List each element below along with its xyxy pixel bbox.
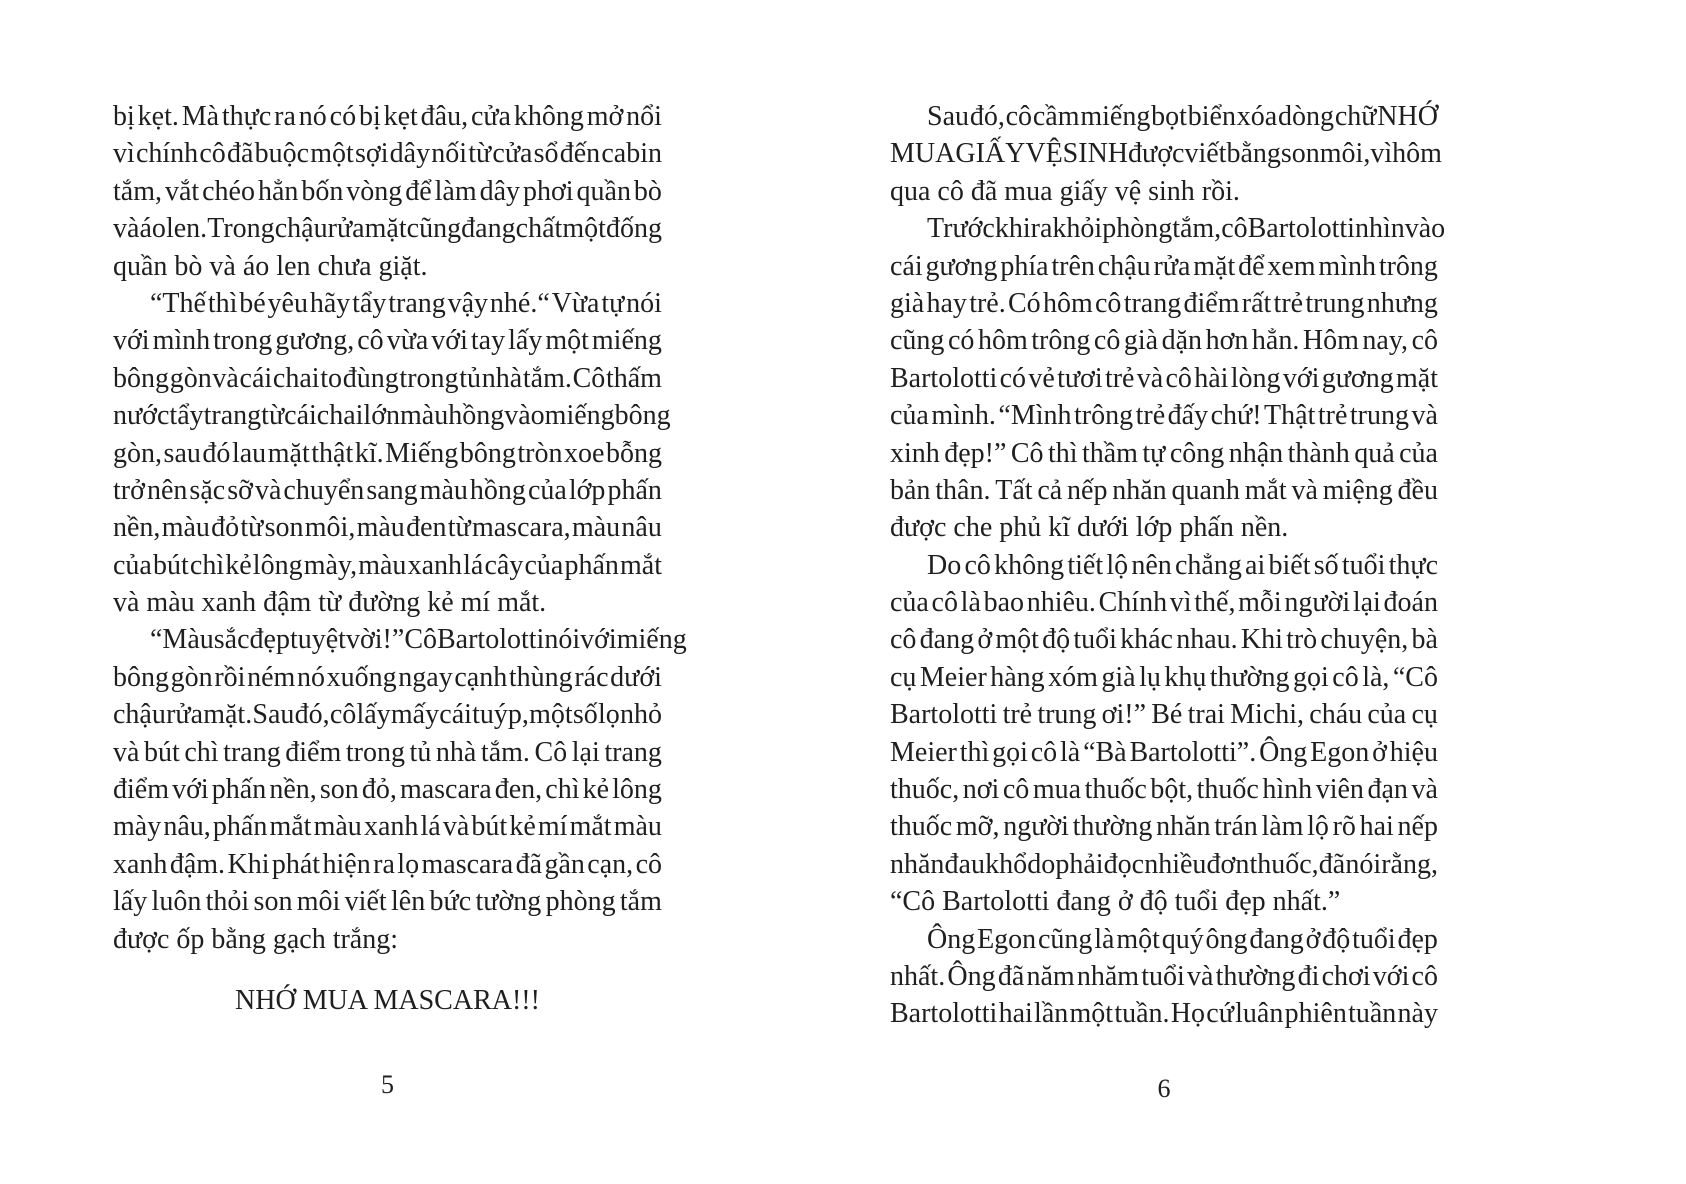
text-line: bị kẹt. Mà thực ra nó có bị kẹt đâu, cửa không mở nổi xyxy=(113,101,662,132)
text-line: thuốc, nơi cô mua thuốc bột, thuốc hình viên đạn và xyxy=(890,774,1438,806)
text-line: cũng có hôm trông cô già dặn hơn hẳn. Hôm nay, cô xyxy=(890,325,1438,357)
text-line: NHỚ MUA MASCARA!!! xyxy=(235,984,540,1016)
text-line: được ốp bằng gạch trắng: xyxy=(113,923,399,955)
text-line: Sau đó, cô cầm miếng bọt biển xóa dòng chữ NHỚ xyxy=(927,101,1438,132)
text-line: Bartolotti trẻ trung ơi!” Bé trai Michi, cháu của cụ xyxy=(890,699,1438,731)
text-line: tắm, vắt chéo hẳn bốn vòng để làm dây phơi quần bò xyxy=(113,175,662,207)
paragraph xyxy=(890,547,1438,921)
paragraph xyxy=(113,621,687,958)
text-line: nhất. Ông đã năm nhăm tuổi và thường đi chơi với cô xyxy=(890,960,1438,992)
text-line: của cô là bao nhiêu. Chính vì thế, mỗi người lại đoán xyxy=(890,587,1438,619)
text-line: lấy luôn thỏi son môi viết lên bức tường phòng tắm xyxy=(113,886,662,918)
text-line: Bartolotti có vẻ tươi trẻ và cô hài lòng với gương mặt xyxy=(890,362,1438,394)
text-line: với mình trong gương, cô vừa với tay lấy một miếng xyxy=(113,325,662,357)
text-line: nhăn đau khổ do phải đọc nhiều đơn thuốc, đã nói rằng, xyxy=(890,848,1438,880)
text-line: nước tẩy trang từ cái chai lớn màu hồng vào miếng bông xyxy=(113,400,671,432)
text-line: “Cô Bartolotti đang ở độ tuổi đẹp nhất.” xyxy=(890,886,1341,918)
paragraph xyxy=(890,98,1442,210)
text-line: bản thân. Tất cả nếp nhăn quanh mắt và miệng đều xyxy=(890,474,1438,506)
text-line: Meier thì gọi cô là “Bà Bartolotti”. Ông Egon ở hiệu xyxy=(890,736,1438,768)
text-line: và áo len. Trong chậu rửa mặt cũng đang chất một đống xyxy=(113,213,662,245)
text-line: “Thế thì bé yêu hãy tẩy trang vậy nhé.“ Vừa tự nói xyxy=(150,287,662,319)
page-number-left: 5 xyxy=(381,1070,394,1099)
text-line: Trước khi ra khỏi phòng tắm, cô Bartolotti nhìn vào xyxy=(927,213,1446,245)
text-line: Bartolotti hai lần một tuần. Họ cứ luân phiên tuần này xyxy=(890,998,1438,1030)
text-line: Do cô không tiết lộ nên chẳng ai biết số tuổi thực xyxy=(927,549,1438,581)
text-line: cụ Meier hàng xóm già lụ khụ thường gọi cô là, “Cô xyxy=(890,661,1438,693)
paragraph xyxy=(113,285,671,622)
text-line: được che phủ kĩ dưới lớp phấn nền. xyxy=(890,512,1289,544)
text-line: của bút chì kẻ lông mày, màu xanh lá cây của phấn mắt xyxy=(113,549,662,581)
text-line: Ông Egon cũng là một quý ông đang ở độ tuổi đẹp xyxy=(927,923,1438,955)
text-line: MUA GIẤY VỆ SINH được viết bằng son môi, vì hôm xyxy=(890,138,1442,170)
text-line: “Màu sắc đẹp tuyệt vời!” Cô Bartolotti nói với miếng xyxy=(150,624,687,656)
text-line: vì chính cô đã buộc một sợi dây nối từ cửa sổ đến cabin xyxy=(113,138,662,170)
text-line: xanh đậm. Khi phát hiện ra lọ mascara đã gần cạn, cô xyxy=(113,848,662,880)
right-page-text-block xyxy=(890,98,1446,1033)
text-line: của mình. “Mình trông trẻ đấy chứ! Thật trẻ trung và xyxy=(890,400,1438,432)
text-line: nền, màu đỏ từ son môi, màu đen từ mascara, màu nâu xyxy=(113,512,662,544)
text-line: chậu rửa mặt. Sau đó, cô lấy mấy cái tuýp, một số lọ nhỏ xyxy=(113,699,662,731)
text-line: điểm với phấn nền, son đỏ, mascara đen, chì kẻ lông xyxy=(113,774,662,806)
text-line: mày nâu, phấn mắt màu xanh lá và bút kẻ mí mắt màu xyxy=(113,811,662,843)
left-page-text-block xyxy=(113,98,687,1019)
text-line: xinh đẹp!” Cô thì thầm tự công nhận thành quả của xyxy=(890,437,1438,469)
text-line: bông gòn và cái chai to đùng trong tủ nhà tắm. Cô thấm xyxy=(113,362,662,394)
text-line: thuốc mỡ, người thường nhăn trán làm lộ rõ hai nếp xyxy=(890,811,1438,843)
text-line: qua cô đã mua giấy vệ sinh rồi. xyxy=(890,175,1240,207)
text-line: cái gương phía trên chậu rửa mặt để xem mình trông xyxy=(890,250,1438,282)
text-line: gòn, sau đó lau mặt thật kĩ. Miếng bông tròn xoe bỗng xyxy=(113,437,662,469)
text-line: và màu xanh đậm từ đường kẻ mí mắt. xyxy=(113,587,547,619)
paragraph xyxy=(890,210,1446,547)
wall-writing-heading xyxy=(113,982,662,1019)
page-number-right: 6 xyxy=(1157,1074,1171,1103)
text-line: quần bò và áo len chưa giặt. xyxy=(113,250,428,282)
text-line: cô đang ở một độ tuổi khác nhau. Khi trò chuyện, bà xyxy=(890,624,1438,656)
text-line: trở nên sặc sỡ và chuyển sang màu hồng của lớp phấn xyxy=(113,474,662,506)
text-line: bông gòn rồi ném nó xuống ngay cạnh thùng rác dưới xyxy=(113,661,662,693)
paragraph xyxy=(113,98,662,285)
text-line: và bút chì trang điểm trong tủ nhà tắm. Cô lại trang xyxy=(113,736,662,768)
paragraph xyxy=(890,921,1438,1033)
text-line: già hay trẻ. Có hôm cô trang điểm rất trẻ trung nhưng xyxy=(890,287,1438,319)
